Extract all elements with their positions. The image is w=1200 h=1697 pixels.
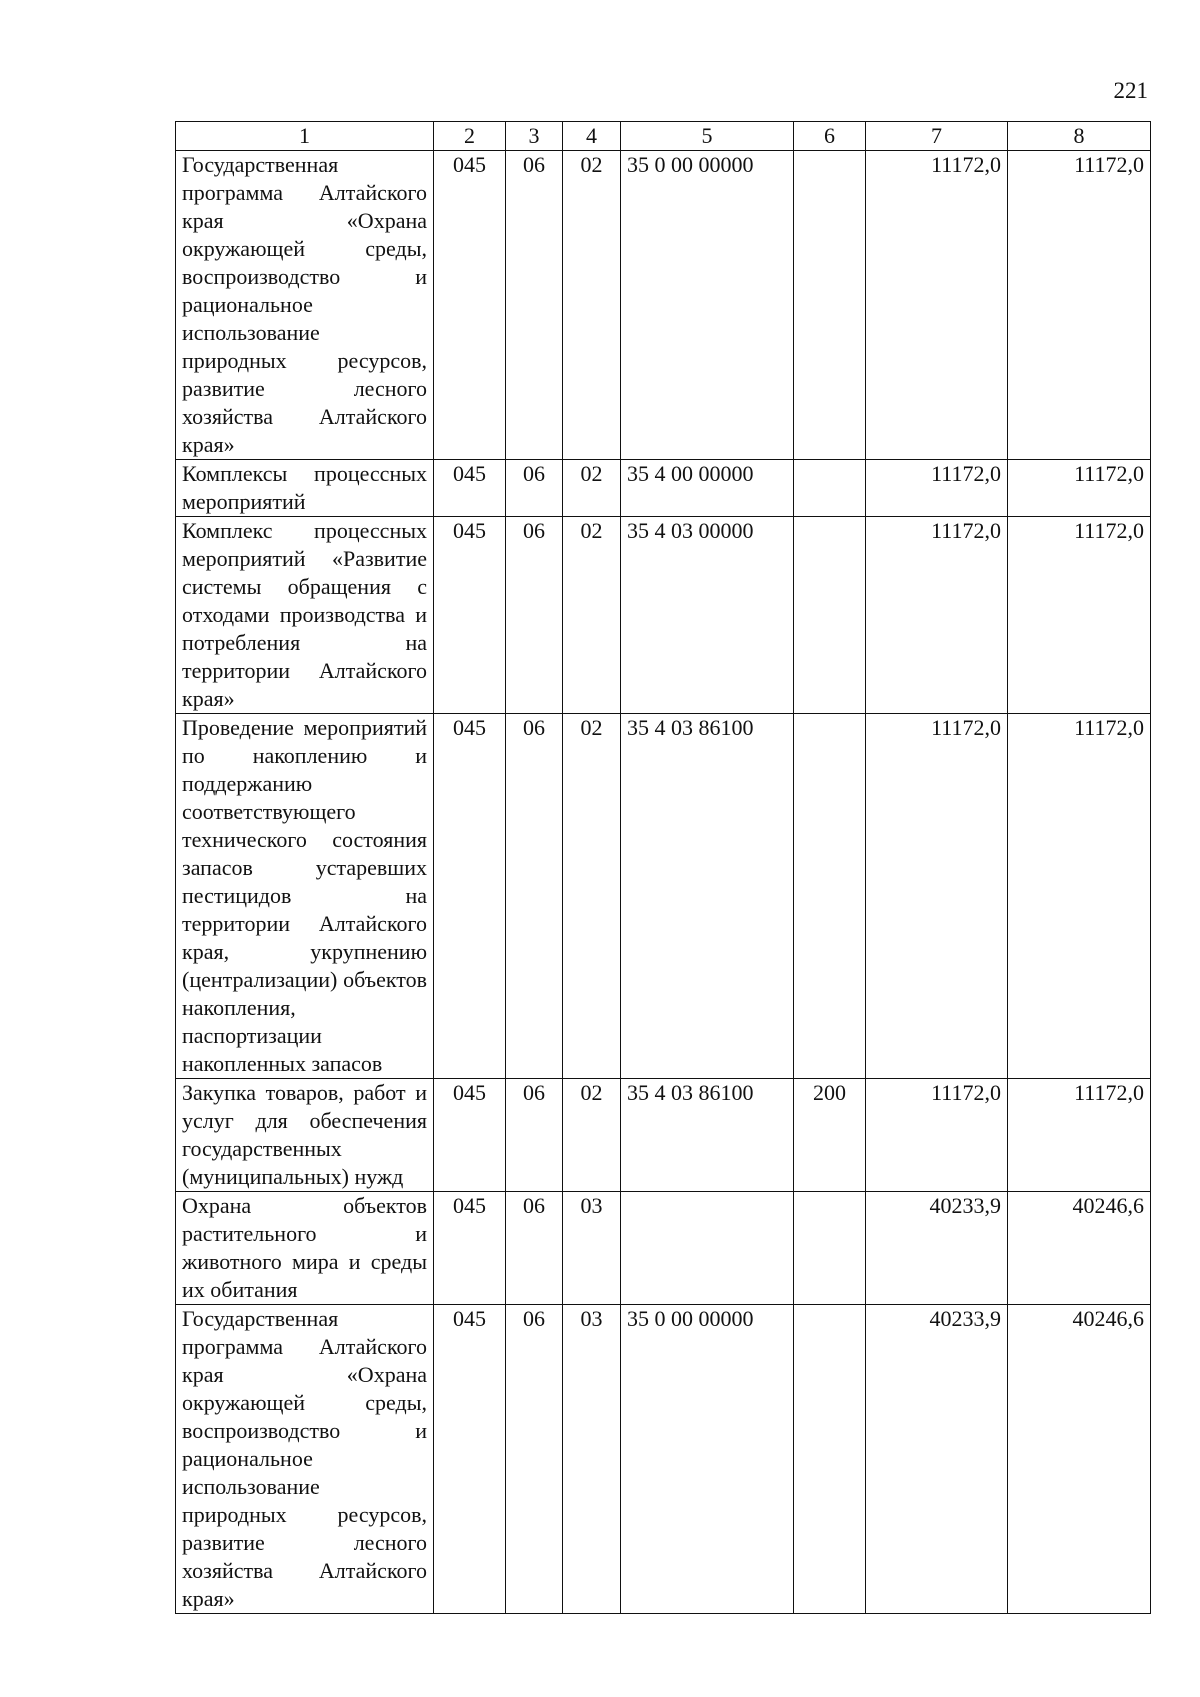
grbs-code: 045: [434, 714, 506, 1079]
table-row: [176, 1192, 1151, 1305]
row-name: Закупка товаров, работ и услуг для обеспечения государственных (муниципальных) нужд: [176, 1079, 434, 1192]
table-row: [176, 151, 1151, 460]
table-row: [176, 460, 1151, 517]
sum-column-7: 11172,0: [866, 517, 1008, 714]
expense-type-code: [794, 460, 866, 517]
sum-column-7: 40233,9: [866, 1305, 1008, 1614]
sum-column-8: 11172,0: [1008, 460, 1151, 517]
target-article-code: 35 4 03 00000: [621, 517, 794, 714]
grbs-code: 045: [434, 1192, 506, 1305]
column-header: 5: [621, 122, 794, 151]
section-code: 06: [506, 1079, 563, 1192]
table-row: [176, 1305, 1151, 1614]
row-name: Комплекс процессных мероприятий «Развитие системы обращения с отходами производства и потребления на территории Алтайского края»: [176, 517, 434, 714]
sum-column-7: 11172,0: [866, 460, 1008, 517]
subsection-code: 02: [563, 714, 621, 1079]
target-article-code: 35 0 00 00000: [621, 151, 794, 460]
subsection-code: 02: [563, 1079, 621, 1192]
section-code: 06: [506, 1305, 563, 1614]
subsection-code: 02: [563, 460, 621, 517]
expense-type-code: [794, 1305, 866, 1614]
row-name: Проведение мероприятий по накоплению и поддержанию соответствующего технического состояния запасов устаревших пестицидов на территории Алтайского края, укрупнению (централизации) объектов накопления, паспортизации накопленных запасов: [176, 714, 434, 1079]
column-header: 6: [794, 122, 866, 151]
section-code: 06: [506, 151, 563, 460]
target-article-code: 35 4 03 86100: [621, 714, 794, 1079]
subsection-code: 03: [563, 1192, 621, 1305]
table-header-row: [176, 122, 1151, 151]
grbs-code: 045: [434, 151, 506, 460]
sum-column-7: 40233,9: [866, 1192, 1008, 1305]
expense-type-code: [794, 517, 866, 714]
column-header: 2: [434, 122, 506, 151]
expense-type-code: [794, 151, 866, 460]
table-row: [176, 517, 1151, 714]
subsection-code: 02: [563, 151, 621, 460]
target-article-code: [621, 1192, 794, 1305]
table-row: [176, 714, 1151, 1079]
sum-column-8: 11172,0: [1008, 1079, 1151, 1192]
sum-column-8: 11172,0: [1008, 517, 1151, 714]
table-row: [176, 1079, 1151, 1192]
target-article-code: 35 4 03 86100: [621, 1079, 794, 1192]
column-header: 8: [1008, 122, 1151, 151]
sum-column-8: 11172,0: [1008, 714, 1151, 1079]
row-name: Комплексы процессных мероприятий: [176, 460, 434, 517]
section-code: 06: [506, 714, 563, 1079]
grbs-code: 045: [434, 460, 506, 517]
column-header: 7: [866, 122, 1008, 151]
grbs-code: 045: [434, 1079, 506, 1192]
grbs-code: 045: [434, 517, 506, 714]
sum-column-8: 11172,0: [1008, 151, 1151, 460]
section-code: 06: [506, 517, 563, 714]
sum-column-7: 11172,0: [866, 714, 1008, 1079]
row-name: Государственная программа Алтайского края «Охрана окружающей среды, воспроизводство и рациональное использование природных ресурсов, развитие лесного хозяйства Алтайского края»: [176, 1305, 434, 1614]
sum-column-8: 40246,6: [1008, 1305, 1151, 1614]
row-name: Охрана объектов растительного и животного мира и среды их обитания: [176, 1192, 434, 1305]
budget-table: [175, 121, 1151, 1614]
target-article-code: 35 4 00 00000: [621, 460, 794, 517]
column-header: 1: [176, 122, 434, 151]
subsection-code: 02: [563, 517, 621, 714]
expense-type-code: 200: [794, 1079, 866, 1192]
target-article-code: 35 0 00 00000: [621, 1305, 794, 1614]
grbs-code: 045: [434, 1305, 506, 1614]
expense-type-code: [794, 1192, 866, 1305]
expense-type-code: [794, 714, 866, 1079]
sum-column-7: 11172,0: [866, 151, 1008, 460]
column-header: 4: [563, 122, 621, 151]
subsection-code: 03: [563, 1305, 621, 1614]
section-code: 06: [506, 460, 563, 517]
sum-column-8: 40246,6: [1008, 1192, 1151, 1305]
column-header: 3: [506, 122, 563, 151]
row-name: Государственная программа Алтайского края «Охрана окружающей среды, воспроизводство и рациональное использование природных ресурсов, развитие лесного хозяйства Алтайского края»: [176, 151, 434, 460]
section-code: 06: [506, 1192, 563, 1305]
sum-column-7: 11172,0: [866, 1079, 1008, 1192]
page-number: 221: [1113, 78, 1148, 103]
